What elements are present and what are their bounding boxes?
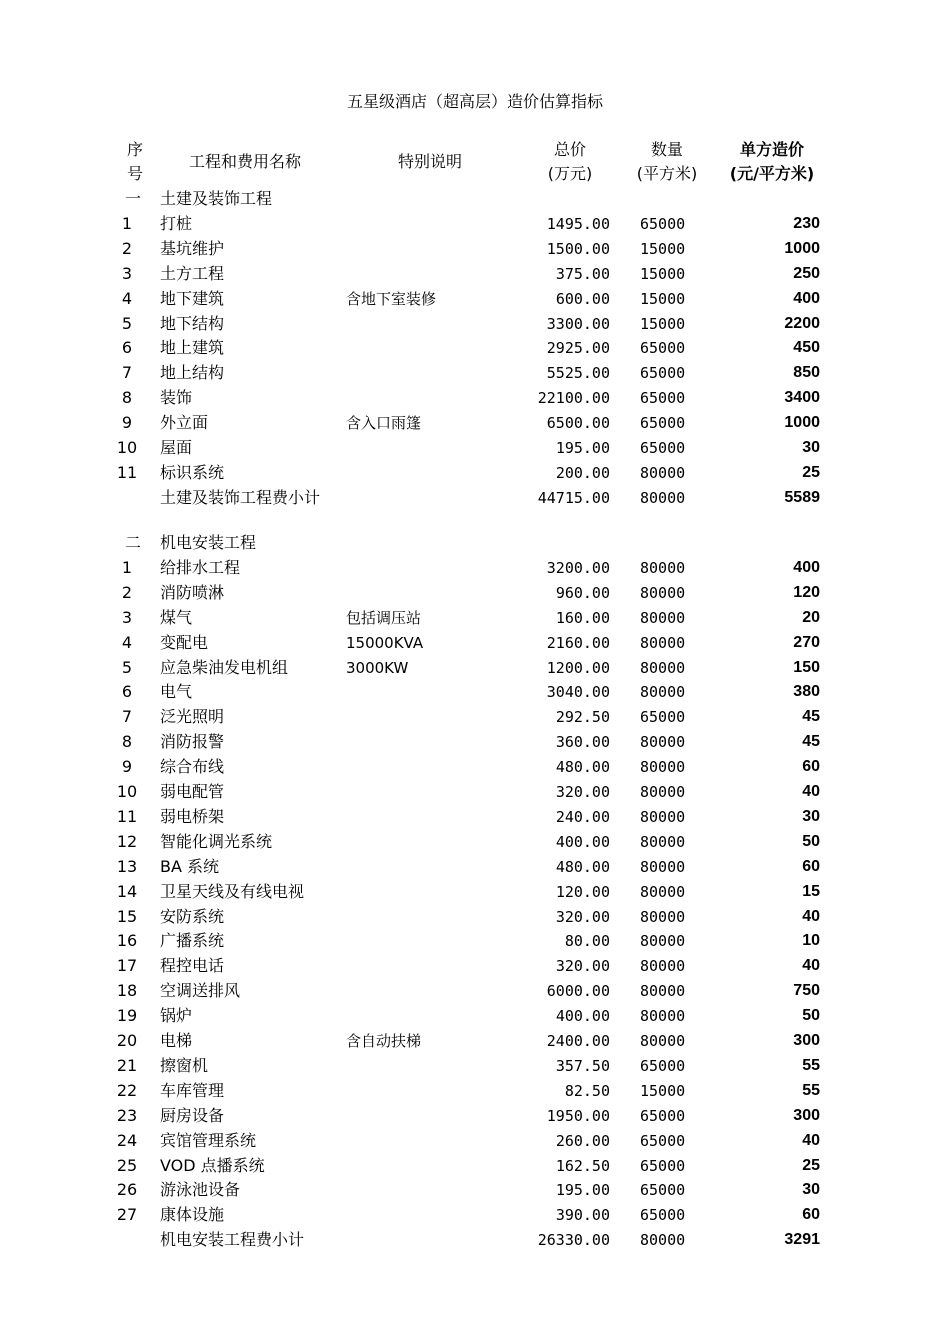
table-row — [0, 461, 950, 485]
item-total: 292.50 — [555, 708, 610, 727]
section-row — [0, 531, 950, 555]
item-unit-cost: 1000 — [784, 414, 820, 432]
item-quantity: 65000 — [640, 1131, 686, 1150]
item-total: 240.00 — [555, 807, 610, 826]
item-total: 6000.00 — [546, 982, 610, 1001]
item-name: 车库管理 — [160, 1080, 225, 1100]
item-number: 26 — [116, 1180, 138, 1200]
item-total: 320.00 — [555, 957, 610, 976]
item-unit-cost: 30 — [802, 807, 820, 825]
item-name: 康体设施 — [160, 1205, 225, 1225]
section-row — [0, 187, 950, 211]
item-total: 480.00 — [555, 758, 610, 777]
item-total: 3300.00 — [546, 314, 610, 333]
item-number: 4 — [121, 632, 133, 652]
item-quantity: 80000 — [640, 558, 686, 577]
item-total: 480.00 — [555, 857, 610, 876]
item-number: 5 — [121, 657, 133, 677]
header-total-line1: 总价 — [553, 140, 586, 159]
item-quantity: 80000 — [640, 608, 686, 627]
item-quantity: 15000 — [640, 239, 686, 258]
item-unit-cost: 30 — [802, 1181, 820, 1199]
item-quantity: 80000 — [640, 832, 686, 851]
item-note: 含入口雨篷 — [346, 414, 422, 433]
item-total: 5525.00 — [546, 364, 610, 383]
item-quantity: 80000 — [640, 907, 686, 926]
item-quantity: 80000 — [640, 957, 686, 976]
item-quantity: 80000 — [640, 857, 686, 876]
subtotal-unit-cost: 3291 — [784, 1231, 820, 1249]
item-name: 地下结构 — [160, 313, 225, 333]
item-name: 弱电桥架 — [160, 806, 225, 826]
header-qty-line2: (平方米) — [636, 164, 698, 183]
table-row — [0, 287, 950, 311]
item-number: 18 — [116, 981, 138, 1001]
item-quantity: 65000 — [640, 389, 686, 408]
item-number: 6 — [121, 338, 133, 358]
item-quantity: 80000 — [640, 1007, 686, 1026]
item-total: 1495.00 — [546, 214, 610, 233]
item-unit-cost: 1000 — [784, 239, 820, 257]
item-quantity: 80000 — [640, 982, 686, 1001]
item-unit-cost: 10 — [802, 932, 820, 950]
item-quantity: 80000 — [640, 1032, 686, 1050]
item-quantity: 65000 — [640, 339, 686, 358]
table-row — [0, 411, 950, 435]
item-total: 600.00 — [555, 289, 610, 308]
item-name: 消防报警 — [160, 732, 225, 752]
table-row — [0, 361, 950, 385]
section-number: 二 — [125, 533, 142, 552]
item-number: 11 — [116, 806, 138, 826]
table-row — [0, 1178, 950, 1202]
item-number: 14 — [116, 881, 138, 901]
item-name: 土方工程 — [160, 263, 225, 283]
item-quantity: 65000 — [640, 1206, 686, 1225]
item-quantity: 15000 — [640, 1081, 686, 1100]
item-total: 400.00 — [555, 832, 610, 851]
item-unit-cost: 3400 — [784, 389, 820, 407]
item-total: 1500.00 — [546, 239, 610, 258]
item-quantity: 80000 — [640, 463, 686, 482]
table-row — [0, 979, 950, 1003]
header-total — [530, 138, 610, 186]
item-quantity: 80000 — [640, 783, 686, 801]
item-quantity: 65000 — [640, 1106, 686, 1125]
item-quantity: 15000 — [640, 289, 686, 308]
item-total: 6500.00 — [546, 414, 610, 433]
item-unit-cost: 45 — [802, 708, 820, 726]
item-unit-cost: 380 — [793, 683, 820, 701]
item-number: 2 — [121, 582, 133, 602]
item-note: 含地下室装修 — [346, 289, 437, 308]
table-row — [0, 755, 950, 779]
item-unit-cost: 850 — [793, 364, 820, 382]
item-name: 厨房设备 — [160, 1105, 225, 1125]
table-row — [0, 855, 950, 879]
table-row — [0, 262, 950, 286]
item-name: 地上建筑 — [160, 338, 225, 358]
item-name: 标识系统 — [160, 462, 225, 482]
item-unit-cost: 40 — [802, 907, 820, 925]
table-row — [0, 656, 950, 680]
item-number: 10 — [116, 438, 138, 457]
item-name: 外立面 — [160, 413, 209, 433]
section-name: 机电安装工程 — [160, 533, 257, 552]
section-name: 土建及装饰工程 — [160, 189, 273, 208]
item-total: 2400.00 — [546, 1032, 610, 1050]
item-unit-cost: 150 — [793, 658, 820, 676]
item-total: 160.00 — [555, 608, 610, 627]
item-total: 120.00 — [555, 882, 610, 901]
item-number: 17 — [116, 956, 138, 976]
item-number: 7 — [121, 363, 133, 383]
item-quantity: 15000 — [640, 264, 686, 283]
header-unit-line1: 单方造价 — [739, 140, 804, 159]
item-total: 400.00 — [555, 1007, 610, 1026]
item-total: 260.00 — [555, 1131, 610, 1150]
item-quantity: 65000 — [640, 364, 686, 383]
item-quantity: 15000 — [640, 314, 686, 333]
table-row — [0, 1129, 950, 1153]
item-unit-cost: 300 — [793, 1106, 820, 1124]
item-total: 375.00 — [555, 264, 610, 283]
item-name: 变配电 — [160, 632, 209, 652]
table-row — [0, 1029, 950, 1053]
item-unit-cost: 55 — [802, 1056, 820, 1074]
subtotal-quantity: 80000 — [640, 488, 686, 507]
item-name: 游泳池设备 — [160, 1180, 241, 1200]
item-quantity: 65000 — [640, 708, 686, 727]
item-total: 200.00 — [555, 463, 610, 482]
item-name: 消防喷淋 — [160, 582, 225, 602]
item-name: 装饰 — [160, 388, 193, 408]
item-total: 390.00 — [555, 1206, 610, 1225]
table-row — [0, 312, 950, 336]
header-unit — [712, 138, 832, 186]
item-number: 15 — [116, 906, 138, 926]
table-row — [0, 830, 950, 854]
table-row — [0, 1104, 950, 1128]
item-number: 22 — [116, 1080, 138, 1100]
item-unit-cost: 15 — [802, 882, 820, 900]
item-unit-cost: 250 — [793, 264, 820, 282]
table-row — [0, 386, 950, 410]
item-unit-cost: 25 — [802, 463, 820, 481]
item-unit-cost: 40 — [802, 1131, 820, 1149]
item-number: 8 — [121, 732, 133, 752]
table-row — [0, 606, 950, 630]
table-row — [0, 631, 950, 655]
item-total: 162.50 — [555, 1156, 610, 1175]
item-number: 6 — [121, 682, 133, 702]
table-row — [0, 929, 950, 953]
item-number: 8 — [121, 388, 133, 408]
item-number: 3 — [121, 263, 133, 283]
item-quantity: 65000 — [640, 439, 686, 457]
item-name: 弱电配管 — [160, 782, 225, 801]
item-name: 智能化调光系统 — [160, 831, 273, 851]
header-no-line1: 序 — [126, 140, 143, 159]
item-unit-cost: 45 — [802, 733, 820, 751]
item-number: 25 — [116, 1155, 138, 1175]
item-total: 82.50 — [564, 1081, 610, 1100]
item-name: 基坑维护 — [160, 238, 225, 258]
table-row — [0, 1079, 950, 1103]
table-row — [0, 805, 950, 829]
table-row — [0, 1004, 950, 1028]
item-name: VOD 点播系统 — [160, 1155, 265, 1175]
item-name: 电气 — [160, 682, 193, 702]
item-quantity: 65000 — [640, 1156, 686, 1175]
item-name: 擦窗机 — [160, 1055, 209, 1075]
item-quantity: 80000 — [640, 882, 686, 901]
item-name: 综合布线 — [160, 757, 225, 777]
item-note: 包括调压站 — [346, 608, 422, 627]
item-total: 960.00 — [555, 583, 610, 602]
item-total: 2925.00 — [546, 339, 610, 358]
item-total: 1200.00 — [546, 658, 610, 677]
item-total: 2160.00 — [546, 633, 610, 652]
item-number: 13 — [116, 856, 138, 876]
header-no-line2: 号 — [126, 164, 143, 183]
item-unit-cost: 60 — [802, 857, 820, 875]
item-unit-cost: 400 — [793, 558, 820, 576]
item-unit-cost: 40 — [802, 783, 820, 800]
header-total-line2: (万元) — [547, 164, 593, 183]
table-row — [0, 680, 950, 704]
item-name: 煤气 — [160, 607, 193, 627]
table-row — [0, 880, 950, 904]
item-number: 23 — [116, 1105, 138, 1125]
item-number: 21 — [116, 1055, 138, 1075]
item-unit-cost: 400 — [793, 289, 820, 307]
item-unit-cost: 60 — [802, 1206, 820, 1224]
subtotal-quantity: 80000 — [640, 1231, 686, 1250]
header-name: 工程和费用名称 — [188, 152, 301, 171]
item-name: 程控电话 — [160, 956, 225, 976]
item-unit-cost: 50 — [802, 832, 820, 850]
item-unit-cost: 30 — [802, 439, 820, 456]
item-quantity: 80000 — [640, 758, 686, 777]
item-name: 宾馆管理系统 — [160, 1130, 257, 1150]
item-quantity: 80000 — [640, 807, 686, 826]
item-name: 卫星天线及有线电视 — [160, 881, 305, 901]
item-total: 22100.00 — [537, 389, 610, 408]
subtotal-total: 44715.00 — [537, 488, 610, 507]
item-total: 195.00 — [555, 1181, 610, 1200]
item-number: 10 — [116, 782, 138, 801]
item-unit-cost: 300 — [793, 1032, 820, 1049]
item-unit-cost: 55 — [802, 1081, 820, 1099]
item-name: 应急柴油发电机组 — [160, 657, 289, 677]
item-number: 11 — [116, 462, 138, 482]
subtotal-name: 土建及装饰工程费小计 — [160, 487, 321, 507]
header-qty-line1: 数量 — [650, 140, 683, 159]
table-row — [0, 705, 950, 729]
item-number: 16 — [116, 931, 138, 951]
item-quantity: 80000 — [640, 658, 686, 677]
item-total: 320.00 — [555, 783, 610, 801]
item-quantity: 80000 — [640, 583, 686, 602]
table-row — [0, 954, 950, 978]
header-unit-line2: (元/平方米) — [729, 164, 815, 183]
item-unit-cost: 40 — [802, 957, 820, 975]
item-unit-cost: 120 — [793, 583, 820, 601]
item-name: 地下建筑 — [160, 288, 225, 308]
item-quantity: 65000 — [640, 1181, 686, 1200]
header-no — [118, 138, 152, 186]
item-unit-cost: 25 — [802, 1156, 820, 1174]
table-row — [0, 556, 950, 580]
item-total: 80.00 — [564, 932, 610, 951]
item-total: 3040.00 — [546, 683, 610, 702]
item-number: 4 — [121, 288, 133, 308]
item-quantity: 65000 — [640, 214, 686, 233]
item-name: 锅炉 — [160, 1006, 193, 1026]
item-number: 9 — [121, 413, 133, 433]
table-row — [0, 581, 950, 605]
item-name: 电梯 — [160, 1031, 193, 1050]
item-total: 1950.00 — [546, 1106, 610, 1125]
table-row — [0, 1154, 950, 1178]
item-number: 19 — [116, 1006, 138, 1026]
item-number: 1 — [121, 213, 133, 233]
item-name: BA 系统 — [160, 856, 220, 876]
item-number: 7 — [121, 707, 133, 727]
table-row — [0, 436, 950, 460]
item-number: 3 — [121, 607, 133, 627]
item-note: 3000KW — [346, 658, 409, 677]
table-row — [0, 730, 950, 754]
header-note: 特别说明 — [397, 152, 462, 171]
table-row — [0, 237, 950, 261]
table-row — [0, 1054, 950, 1078]
item-unit-cost: 750 — [793, 982, 820, 1000]
item-quantity: 65000 — [640, 414, 686, 433]
item-number: 5 — [121, 313, 133, 333]
subtotal-row — [0, 486, 950, 510]
subtotal-row — [0, 1228, 950, 1252]
item-total: 320.00 — [555, 907, 610, 926]
item-unit-cost: 230 — [793, 214, 820, 232]
subtotal-total: 26330.00 — [537, 1231, 610, 1250]
item-name: 泛光照明 — [160, 707, 225, 727]
item-number: 24 — [116, 1130, 138, 1150]
item-number: 9 — [121, 757, 133, 777]
item-number: 1 — [121, 557, 133, 577]
subtotal-unit-cost: 5589 — [784, 488, 820, 506]
item-unit-cost: 2200 — [784, 314, 820, 332]
item-note: 15000KVA — [346, 633, 424, 652]
item-number: 27 — [116, 1205, 138, 1225]
item-unit-cost: 450 — [793, 339, 820, 357]
item-name: 给排水工程 — [160, 557, 241, 577]
header-qty — [622, 138, 712, 186]
section-number: 一 — [125, 189, 142, 208]
item-total: 3200.00 — [546, 558, 610, 577]
item-name: 空调送排风 — [160, 981, 241, 1001]
item-quantity: 80000 — [640, 633, 686, 652]
item-unit-cost: 20 — [802, 608, 820, 626]
item-note: 含自动扶梯 — [346, 1032, 422, 1050]
item-name: 安防系统 — [160, 906, 225, 926]
table-row — [0, 905, 950, 929]
table-row — [0, 1203, 950, 1227]
item-unit-cost: 60 — [802, 758, 820, 776]
item-number: 2 — [121, 238, 133, 258]
item-number: 12 — [116, 831, 138, 851]
item-quantity: 65000 — [640, 1056, 686, 1075]
table-row — [0, 780, 950, 804]
item-unit-cost: 270 — [793, 633, 820, 651]
item-name: 广播系统 — [160, 931, 225, 951]
item-total: 195.00 — [555, 439, 610, 457]
item-total: 357.50 — [555, 1056, 610, 1075]
item-total: 360.00 — [555, 733, 610, 752]
item-name: 打桩 — [160, 213, 193, 233]
table-row — [0, 336, 950, 360]
subtotal-name: 机电安装工程费小计 — [160, 1230, 305, 1250]
item-name: 地上结构 — [160, 363, 225, 383]
page-title: 五星级酒店（超高层）造价估算指标 — [346, 92, 603, 111]
item-quantity: 80000 — [640, 932, 686, 951]
item-unit-cost: 50 — [802, 1007, 820, 1025]
item-quantity: 80000 — [640, 683, 686, 702]
table-row — [0, 212, 950, 236]
item-number: 20 — [116, 1031, 138, 1050]
item-quantity: 80000 — [640, 733, 686, 752]
item-name: 屋面 — [160, 438, 193, 457]
